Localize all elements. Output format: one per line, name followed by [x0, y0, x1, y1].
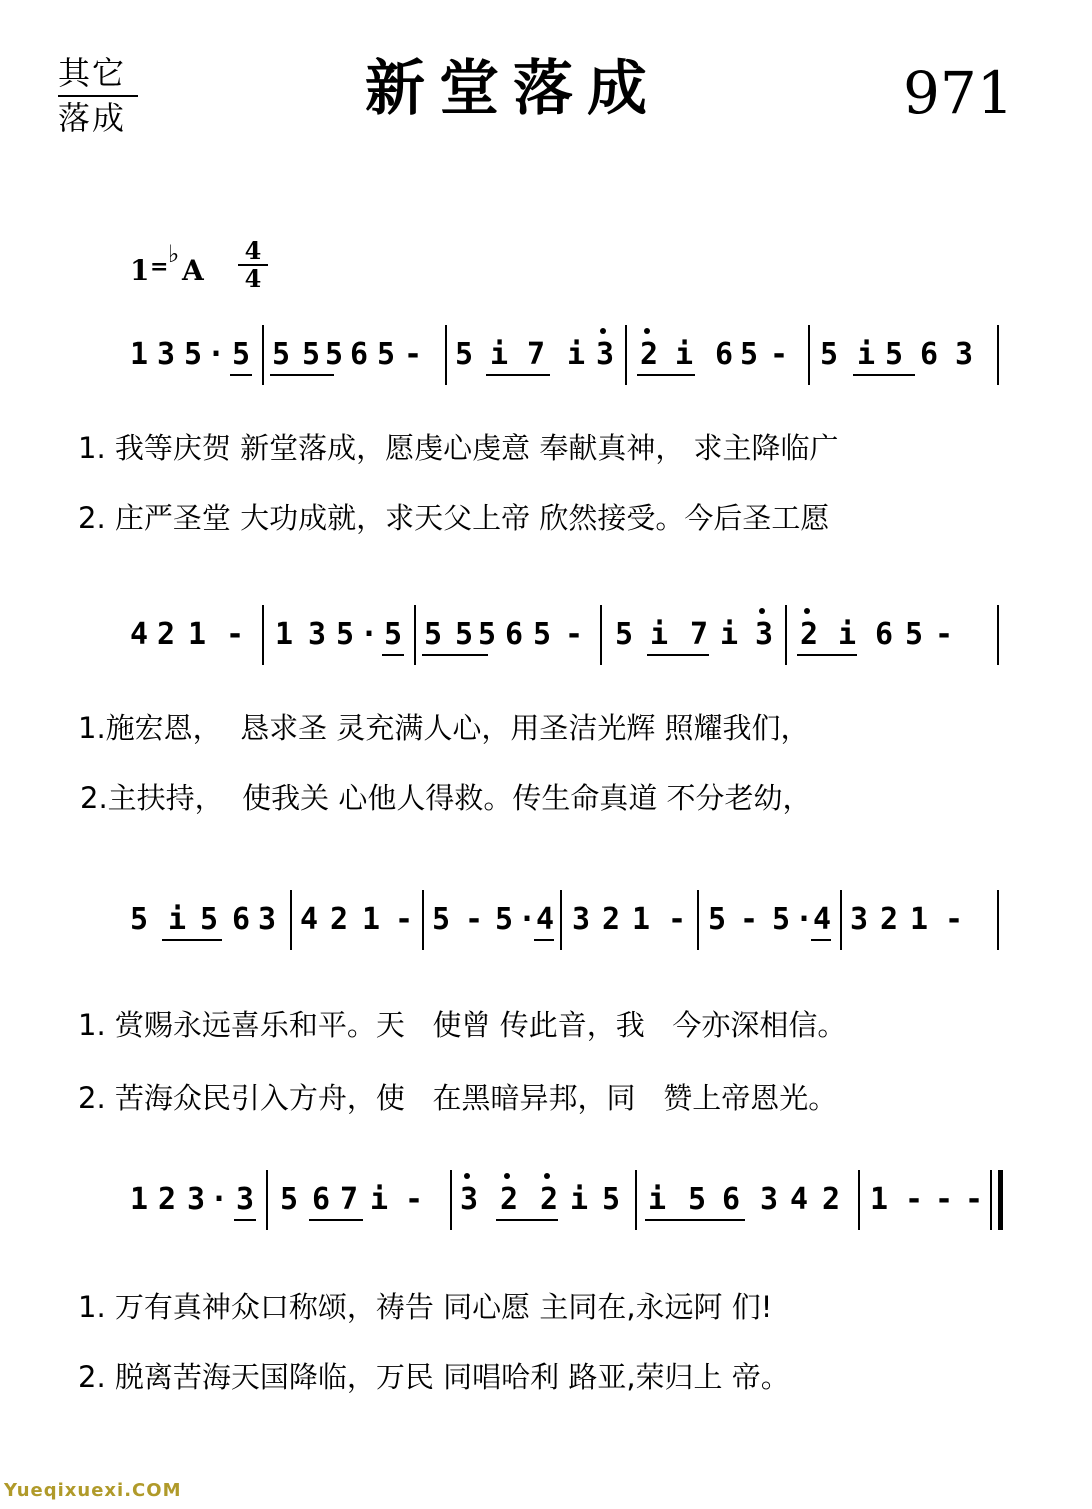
time-signature-top: 4: [238, 238, 268, 266]
category-bottom: 落成: [58, 99, 127, 137]
key-signature: [130, 236, 330, 300]
lyric-line: 1. 我等庆贺 新堂落成，愿虔心虔意 奉献真神， 求主降临广: [78, 431, 839, 465]
notation-line-4: 1 2 3 · 3 5 6 7 i - 3 2 2 i 5 i 5 6 3 4 2 1 - - -: [0, 1170, 1092, 1230]
flat-icon: ♭: [168, 240, 180, 268]
notation-line-3: 5 i 5 6 3 4 2 1 - 5 - 5 · 4 3 2 1 - 5 - 5 · 4 3 2 1 -: [0, 890, 1092, 950]
lyric-line: 2.主扶持， 使我关 心他人得救。传生命真道 不分老幼，: [80, 781, 812, 815]
key-do: 1: [130, 254, 150, 287]
lyric-line: 2. 庄严圣堂 大功成就，求天父上帝 欣然接受。今后圣工愿: [78, 501, 830, 535]
notation-line-1: 1 3 5 · 5 5 5 5 6 5 - 5 i 7 i 3 2 i 6 5 - 5 i 5 6 3: [0, 325, 1092, 385]
time-signature: [238, 238, 268, 292]
category-top: 其它: [58, 52, 138, 97]
key-name: A: [182, 254, 204, 287]
key-equals: =: [150, 254, 169, 280]
watermark: Yueqixuexi.COM: [4, 1480, 182, 1501]
lyric-line: 1. 赏赐永远喜乐和平。天 使曾 传此音，我 今亦深相信。: [78, 1008, 847, 1042]
lyric-line: 1. 万有真神众口称颂，祷告 同心愿 主同在,永远阿 们!: [78, 1290, 773, 1324]
category-label: [58, 52, 138, 139]
time-signature-bottom: 4: [244, 264, 262, 293]
lyric-line: 2. 脱离苦海天国降临，万民 同唱哈利 路亚,荣归上 帝。: [78, 1360, 790, 1394]
hymn-number: 971: [903, 59, 1014, 127]
page-title: 新堂落成: [365, 54, 661, 124]
notation-line-2: 4 2 1 - 1 3 5 · 5 5 5 5 6 5 - 5 i 7 i 3 2 i 6 5 -: [0, 605, 1092, 665]
lyric-line: 1.施宏恩， 恳求圣 灵充满人心，用圣洁光辉 照耀我们，: [78, 711, 810, 745]
lyric-line: 2. 苦海众民引入方舟，使 在黑暗异邦，同 赞上帝恩光。: [78, 1081, 838, 1115]
